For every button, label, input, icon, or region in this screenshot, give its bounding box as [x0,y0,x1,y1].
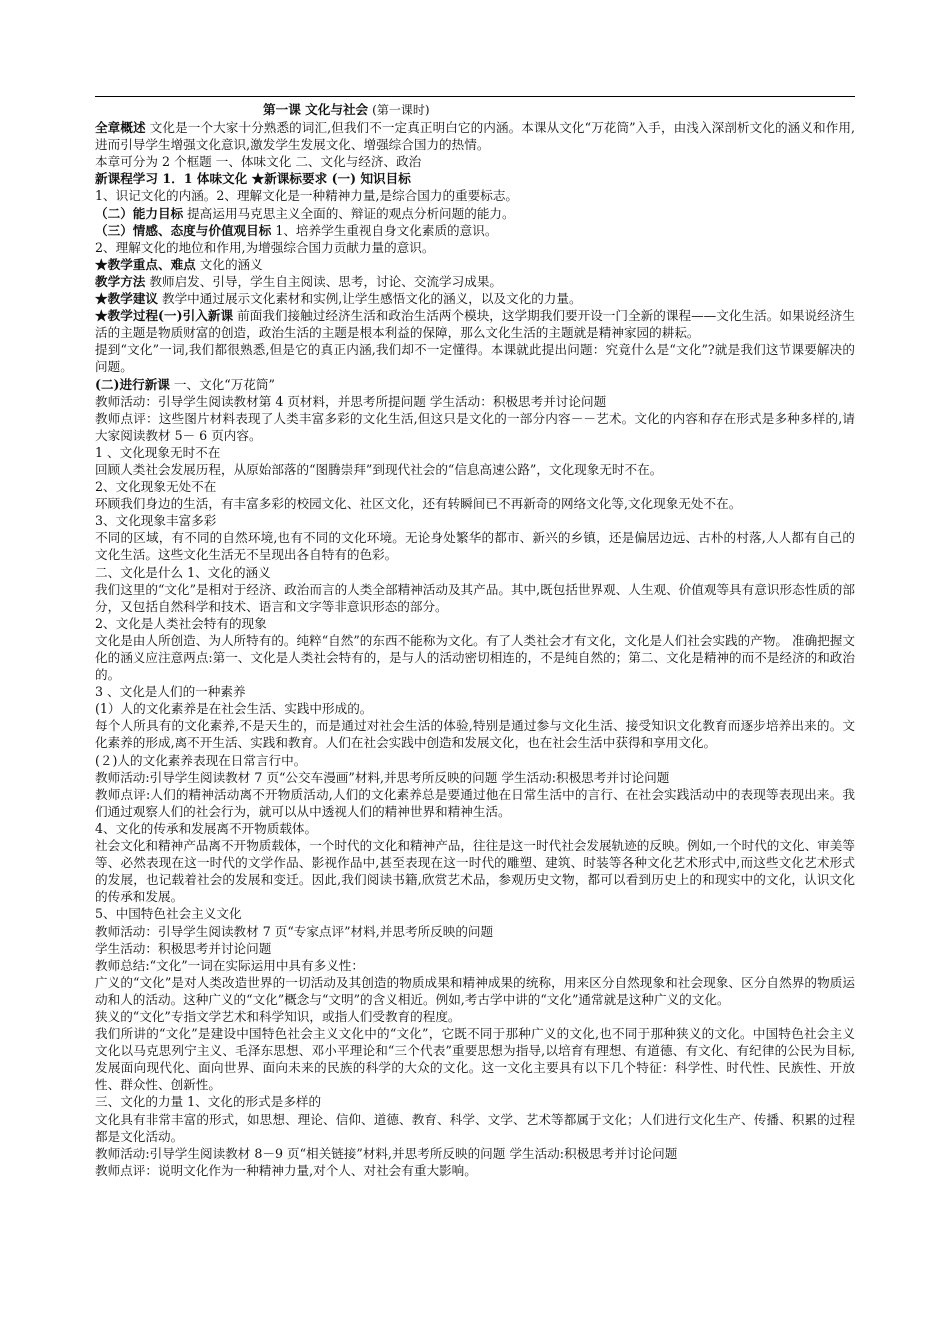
paragraph-text: 2、文化是人类社会特有的现象 [95,615,267,631]
paragraph [95,1025,855,1093]
paragraph [95,905,855,922]
paragraph-text: 学生活动：积极思考并讨论问题 [95,940,272,956]
paragraph [95,256,855,273]
paragraph-heading: （二）能力目标 [95,205,184,221]
paragraph-text: 提高运用马克思主义全面的、辩证的观点分析问题的能力。 [183,205,515,221]
paragraph-text: 教师活动:引导学生阅读教材 8－9 页“相关链接”材料,并思考所反映的问题 学生活动:积极思考并讨论问题 [95,1145,678,1161]
paragraph-text: 4、文化的传承和发展离不开物质载体。 [95,820,318,836]
paragraph-text: 前面我们接触过经济生活和政治生活两个模块，这学期我们要开设一门全新的课程——文化生活。如果说经济生活的主题是物质财富的创造，政治生活的主题是根本利益的保障，那么文化生活的主题就是精神家园的耕耘。 [95,308,855,341]
paragraph [95,683,855,700]
paragraph-text: 教师活动：引导学生阅读教材第 4 页材料，并思考所提问题 学生活动：积极思考并讨论问题 [95,393,607,409]
paragraph-text: 二、文化是什么 1、文化的涵义 [95,564,271,580]
paragraph-text: 1、识记文化的内涵。2、理解文化是一种精神力量,是综合国力的重要标志。 [95,188,519,204]
paragraph [95,290,855,307]
paragraph-text: 回顾人类社会发展历程，从原始部落的“图腾崇拜”到现代社会的“信息高速公路”，文化现象无时不在。 [95,461,663,477]
paragraph-text: 一、文化“万花筒” [169,376,275,392]
paragraph [95,273,855,290]
paragraph [95,222,855,239]
paragraph [95,1111,855,1145]
paragraph-text: 不同的区域，有不同的自然环境,也有不同的文化环境。无论身处繁华的都市、新兴的乡镇，还是偏居边远、古朴的村落,人人都有自己的文化生活。这些文化生活无不呈现出各自特有的色彩。 [95,530,855,563]
paragraph-text: 教学中通过展示文化素材和实例,让学生感悟文化的涵义，以及文化的力量。 [157,291,582,307]
paragraph-text: 教师点评：这些图片材料表现了人类丰富多彩的文化生活,但这只是文化的一部分内容－－艺术。文化的内容和存在形式是多种多样的,请大家阅读教材 5－ 6 页内容。 [95,410,855,443]
paragraph [95,940,855,957]
paragraph-text: 环顾我们身边的生活，有丰富多彩的校园文化、社区文化，还有转瞬间已不再新奇的网络文化等,文化现象无处不在。 [95,496,742,512]
paragraph-text: 1、培养学生重视自身文化素质的意识。 [271,222,498,238]
paragraph-text: 文化的涵义 [195,256,263,272]
paragraph [95,752,855,769]
paragraph-text: 本章可分为 2 个框题 一、体味文化 二、文化与经济、政治 [95,154,422,170]
paragraph [95,478,855,495]
paragraph [95,239,855,256]
paragraph [95,700,855,717]
paragraph-text: 文化具有非常丰富的形式，如思想、理论、信仰、道德、教育、科学、文学、艺术等都属于文化；人们进行文化生产、传播、积累的过程都是文化活动。 [95,1111,855,1144]
paragraph-text: 我们所讲的“文化”是建设中国特色社会主义文化中的“文化”，它既不同于那种广义的文化,也不同于那种狭义的文化。中国特色社会主义文化以马克思列宁主义、毛泽东思想、邓小平理论和“三个代表”重要思想为指导,以培育有理想、有道德、有文化、有纪律的公民为目标,发展面向现代化、面向世界、面向未来的民族的科学的大众的文化。这一文化主要具有以下几个特征：科学性、时代性、民族性、开放性、群众性、创新性。 [95,1026,855,1093]
paragraph [95,632,855,683]
paragraph [95,717,855,751]
paragraph [95,461,855,478]
paragraph-heading: 新课程学习 1．1 体味文化 ★新课标要求 (一) 知识目标 [95,171,411,187]
paragraph-text: 狭义的“文化”专指文学艺术和科学知识，或指人们受教育的程度。 [95,1008,461,1024]
paragraph [95,615,855,632]
paragraph-text: 文化是由人所创造、为人所特有的。纯粹“自然”的东西不能称为文化。有了人类社会才有文化，文化是人们社会实践的产物。 准确把握文化的涵义应注意两点:第一、文化是人类社会特有的，是与人的活动密切相连的，不是纯自然的；第二、文化是精神的而不是经济的和政治的。 [95,632,855,683]
paragraph [95,170,855,187]
paragraph-text: 教师活动：引导学生阅读教材 7 页“专家点评”材料,并思考所反映的问题 [95,923,494,939]
paragraph-heading: 全章概述 [95,120,146,136]
paragraph-text: 5、中国特色社会主义文化 [95,906,242,922]
paragraph-heading: 教学方法 [95,273,146,289]
paragraph [95,393,855,410]
paragraph-heading: (二)进行新课 [95,376,170,392]
paragraph-text: 教师总结:“文化”一词在实际运用中具有多义性： [95,957,364,973]
paragraph [95,581,855,615]
paragraph-heading: （三）情感、态度与价值观目标 [95,222,272,238]
paragraph [95,786,855,820]
paragraph [95,444,855,461]
paragraph [95,495,855,512]
paragraph-text: 教师活动:引导学生阅读教材 7 页“公交车漫画”材料,并思考所反映的问题 学生活动:积极思考并讨论问题 [95,769,670,785]
paragraph-text: 2、理解文化的地位和作用,为增强综合国力贡献力量的意识。 [95,239,435,255]
paragraph-text: 教师点评：说明文化作为一种精神力量,对个人、对社会有重大影响。 [95,1162,477,1178]
lesson-title [95,101,855,119]
paragraph [95,564,855,581]
lesson-title-sub: (第一课时) [372,103,430,117]
paragraph [95,1008,855,1025]
paragraph [95,119,855,153]
paragraph-text: 提到“文化”一词,我们都很熟悉,但是它的真正内涵,我们却不一定懂得。本课就此提出问题：究竟什么是“文化”?就是我们这节课要解决的问题。 [95,342,855,375]
paragraph [95,1162,855,1179]
lesson-title-main: 第一课 文化与社会 [263,102,369,117]
paragraph-text: 每个人所具有的文化素养,不是天生的，而是通过对社会生活的体验,特别是通过参与文化生活、接受知识文化教育而逐步培养出来的。文化素养的形成,离不开生活、实践和教育。人们在社会实践中创造和发展文化，也在社会生活中获得和享用文化。 [95,718,855,751]
paragraph [95,529,855,563]
paragraph [95,923,855,940]
paragraph-heading: ★教学建议 [95,291,158,307]
paragraph-text: 1 、文化现象无时不在 [95,444,221,460]
paragraph [95,205,855,222]
paragraph [95,307,855,341]
paragraph-text: 广义的“文化”是对人类改造世界的一切活动及其创造的物质成果和精神成果的统称，用来区分自然现象和社会现象、区分自然界的物质运动和人的活动。这种广义的“文化”概念与“文明”的含义相近。例如,考古学中讲的“文化”通常就是这种广义的文化。 [95,974,855,1007]
paragraph-text: 教师启发、引导，学生自主阅读、思考，讨论、交流学习成果。 [145,273,503,289]
paragraph [95,957,855,974]
paragraph [95,769,855,786]
paragraph [95,410,855,444]
paragraph-heading: ★教学重点、难点 [95,256,196,272]
document-body [95,119,855,1179]
paragraph [95,187,855,204]
paragraph [95,1093,855,1110]
paragraph-heading: ★教学过程(一)引入新课 [95,308,234,324]
paragraph [95,376,855,393]
paragraph-text: (２)人的文化素养表现在日常言行中。 [95,752,307,768]
paragraph-text: 3、文化现象丰富多彩 [95,513,217,529]
document-page [95,96,855,1179]
paragraph-text: 文化是一个大家十分熟悉的词汇,但我们不一定真正明白它的内涵。本课从文化“万花筒”入手，由浅入深剖析文化的涵义和作用,进而引导学生增强文化意识,激发学生发展文化、增强综合国力的热情。 [95,120,856,153]
paragraph-text: 教师点评:人们的精神活动离不开物质活动,人们的文化素养总是要通过他在日常生活中的言行、在社会实践活动中的表现等表现出来。我们通过观察人们的社会行为，就可以从中透视人们的精神世界和精神生活。 [95,786,855,819]
paragraph-text: 3 、文化是人们的一种素养 [95,684,246,700]
paragraph [95,820,855,837]
paragraph [95,1145,855,1162]
paragraph [95,974,855,1008]
paragraph-text: 三、文化的力量 1、文化的形式是多样的 [95,1094,322,1110]
paragraph [95,837,855,905]
paragraph-text: (1）人的文化素养是在社会生活、实践中形成的。 [95,701,373,717]
paragraph [95,341,855,375]
paragraph-text: 2、文化现象无处不在 [95,479,217,495]
paragraph-text: 社会文化和精神产品离不开物质载体，一个时代的文化和精神产品，往往是这一时代社会发展轨迹的反映。例如,一个时代的文化、审美等等、必然表现在这一时代的文学作品、影视作品中,甚至表现在这一时代的雕塑、建筑、时装等各种文化艺术形式中,而这些文化艺术形式的发展，也记载着社会的发展和变迁。因此,我们阅读书籍,欣赏艺术品，参观历史文物，都可以看到历史上的和现实中的文化，认识文化的传承和发展。 [95,838,855,905]
paragraph-text: 我们这里的“文化”是相对于经济、政治而言的人类全部精神活动及其产品。其中,既包括世界观、人生观、价值观等具有意识形态性质的部分，又包括自然科学和技术、语言和文字等非意识形态的部分。 [95,581,855,614]
paragraph [95,153,855,170]
paragraph [95,512,855,529]
